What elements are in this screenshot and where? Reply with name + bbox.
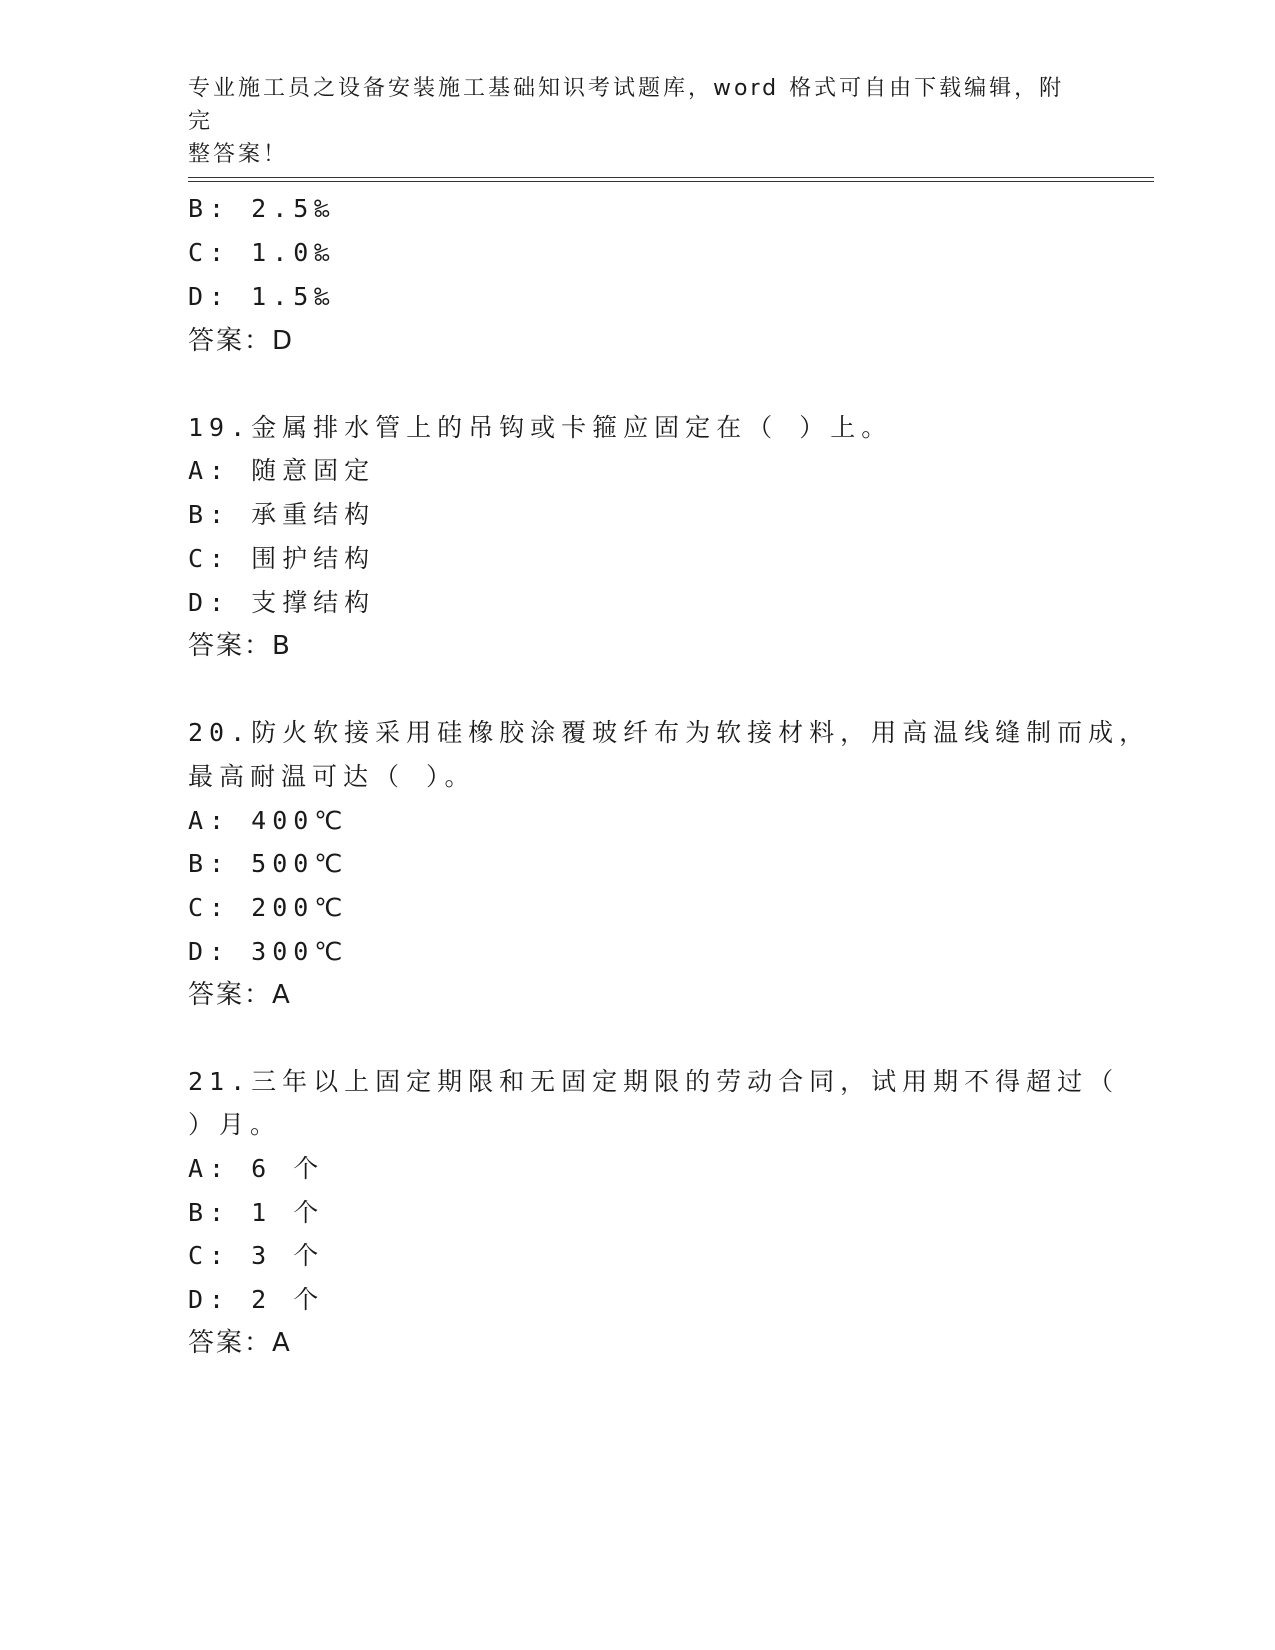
q19-answer: 答案：B [188, 631, 292, 661]
q20-stem-line-1: 20.防火软接采用硅橡胶涂覆玻纤布为软接材料，用高温线缝制而成， [188, 718, 1151, 747]
q19-option-c: C: 围护结构 [188, 544, 376, 573]
q18-option-b: B: 2.5‰ [188, 194, 336, 223]
q20-stem-line-2: 最高耐温可达（ ）。 [188, 762, 476, 791]
document-header [188, 72, 1068, 171]
q20-option-d: D: 300℃ [188, 937, 349, 966]
q18-option-c: C: 1.0‰ [188, 238, 336, 267]
q21-answer: 答案：A [188, 1328, 292, 1358]
q21-option-c: C: 3 个 [188, 1241, 325, 1270]
header-divider-top [188, 177, 1154, 178]
q21-option-b: B: 1 个 [188, 1198, 325, 1227]
q19-option-b: B: 承重结构 [188, 500, 376, 529]
q19-stem: 19.金属排水管上的吊钩或卡箍应固定在（ ）上。 [188, 413, 893, 442]
q20-option-b: B: 500℃ [188, 849, 349, 878]
q20-option-a: A: 400℃ [188, 806, 349, 835]
header-title-line-2: 整答案！ [188, 142, 289, 167]
q18-option-d: D: 1.5‰ [188, 282, 336, 311]
q18-answer: 答案：D [188, 326, 295, 356]
q21-option-d: D: 2 个 [188, 1285, 325, 1314]
q20-answer: 答案：A [188, 980, 292, 1010]
q19-option-a: A: 随意固定 [188, 456, 376, 485]
q21-option-a: A: 6 个 [188, 1154, 325, 1183]
q21-stem-line-2: ）月。 [188, 1110, 282, 1139]
header-divider-bottom [188, 181, 1154, 182]
q20-option-c: C: 200℃ [188, 893, 349, 922]
q21-stem-line-1: 21.三年以上固定期限和无固定期限的劳动合同，试用期不得超过（ [188, 1067, 1120, 1096]
q19-option-d: D: 支撑结构 [188, 588, 376, 617]
header-title-line-1: 专业施工员之设备安装施工基础知识考试题库，word 格式可自由下载编辑，附完 [188, 76, 1065, 134]
